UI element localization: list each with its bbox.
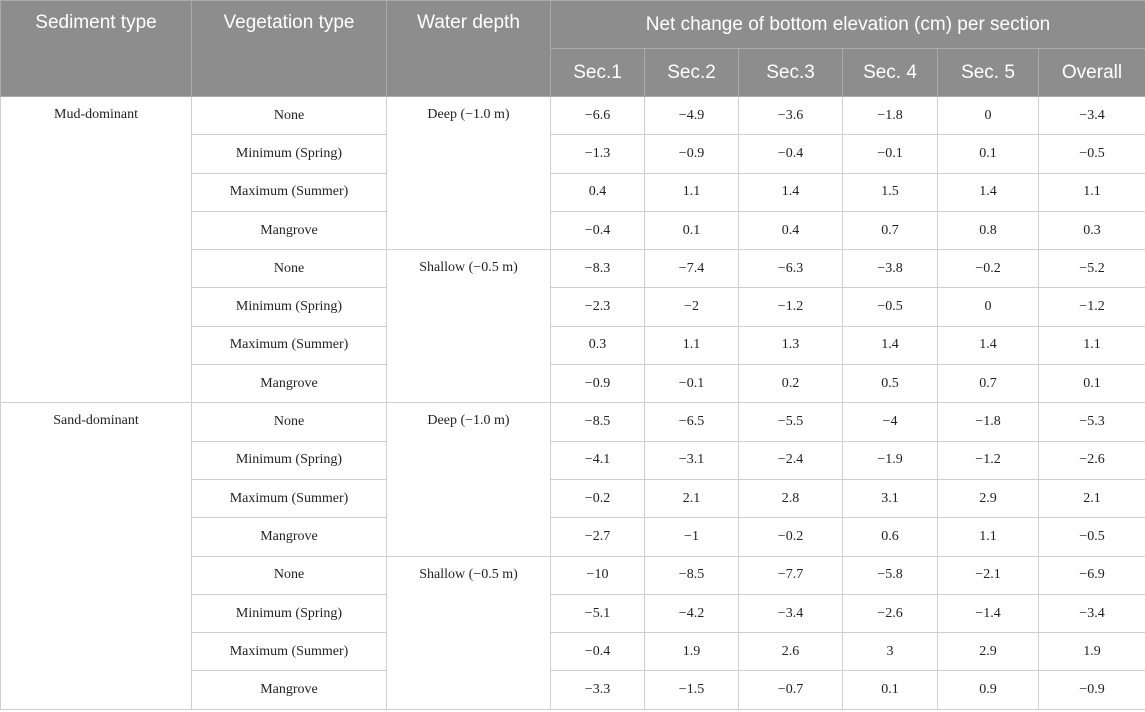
water-depth-cell: Deep (−1.0 m) [387,97,551,250]
vegetation-type-cell: None [192,250,387,288]
header-sec-3: Sec.3 [739,49,843,97]
sec-2-value-cell: −0.9 [645,135,739,173]
sec-5-value-cell: 0.7 [938,365,1039,403]
sec-3-value-cell: −5.5 [739,403,843,441]
overall-value-cell: −3.4 [1039,594,1145,632]
overall-value-cell: −0.5 [1039,518,1145,556]
vegetation-type-cell: None [192,556,387,594]
header-vegetation-type: Vegetation type [192,1,387,97]
sec-4-value-cell: −5.8 [843,556,938,594]
sec-5-value-cell: 1.4 [938,326,1039,364]
vegetation-type-cell: Mangrove [192,365,387,403]
sec-2-value-cell: 0.1 [645,211,739,249]
sec-3-value-cell: 1.4 [739,173,843,211]
vegetation-type-cell: Minimum (Spring) [192,135,387,173]
sec-5-value-cell: −1.2 [938,441,1039,479]
sec-5-value-cell: 1.1 [938,518,1039,556]
sec-4-value-cell: 1.4 [843,326,938,364]
vegetation-type-cell: Maximum (Summer) [192,633,387,671]
sec-3-value-cell: 0.4 [739,211,843,249]
water-depth-cell: Deep (−1.0 m) [387,403,551,556]
sec-3-value-cell: −7.7 [739,556,843,594]
sec-2-value-cell: −0.1 [645,365,739,403]
sec-5-value-cell: 0.9 [938,671,1039,709]
sec-1-value-cell: −10 [551,556,645,594]
sec-1-value-cell: −0.9 [551,365,645,403]
table-body [1,97,1145,710]
header-net-change: Net change of bottom elevation (cm) per section [551,1,1145,49]
sec-1-value-cell: −2.3 [551,288,645,326]
overall-value-cell: 2.1 [1039,479,1145,517]
vegetation-type-cell: Maximum (Summer) [192,479,387,517]
sec-5-value-cell: −0.2 [938,250,1039,288]
water-depth-cell: Shallow (−0.5 m) [387,556,551,709]
sec-2-value-cell: −3.1 [645,441,739,479]
sec-2-value-cell: −4.2 [645,594,739,632]
sec-3-value-cell: 2.6 [739,633,843,671]
sec-3-value-cell: −0.2 [739,518,843,556]
sec-3-value-cell: −1.2 [739,288,843,326]
sec-5-value-cell: 0.1 [938,135,1039,173]
sec-1-value-cell: −4.1 [551,441,645,479]
sec-4-value-cell: 1.5 [843,173,938,211]
sec-1-value-cell: −0.2 [551,479,645,517]
table-row [1,97,1145,135]
overall-value-cell: −1.2 [1039,288,1145,326]
sec-3-value-cell: 2.8 [739,479,843,517]
sec-2-value-cell: −1 [645,518,739,556]
sec-5-value-cell: −1.4 [938,594,1039,632]
sec-5-value-cell: 0.8 [938,211,1039,249]
sec-4-value-cell: −3.8 [843,250,938,288]
sec-5-value-cell: 2.9 [938,633,1039,671]
sediment-type-cell: Mud-dominant [1,97,192,403]
overall-value-cell: −3.4 [1039,97,1145,135]
sec-3-value-cell: −2.4 [739,441,843,479]
sec-3-value-cell: 0.2 [739,365,843,403]
sec-3-value-cell: −3.4 [739,594,843,632]
sec-2-value-cell: −2 [645,288,739,326]
sec-4-value-cell: 0.6 [843,518,938,556]
overall-value-cell: −5.3 [1039,403,1145,441]
header-sediment-type: Sediment type [1,1,192,97]
overall-value-cell: −2.6 [1039,441,1145,479]
overall-value-cell: −0.5 [1039,135,1145,173]
header-overall: Overall [1039,49,1145,97]
sec-4-value-cell: 0.7 [843,211,938,249]
vegetation-type-cell: Minimum (Spring) [192,594,387,632]
sec-4-value-cell: 0.1 [843,671,938,709]
sec-5-value-cell: −2.1 [938,556,1039,594]
overall-value-cell: −5.2 [1039,250,1145,288]
vegetation-type-cell: Minimum (Spring) [192,441,387,479]
sec-1-value-cell: 0.4 [551,173,645,211]
sec-4-value-cell: −2.6 [843,594,938,632]
sec-4-value-cell: −0.1 [843,135,938,173]
sec-4-value-cell: 3 [843,633,938,671]
header-sec-2: Sec.2 [645,49,739,97]
vegetation-type-cell: None [192,403,387,441]
vegetation-type-cell: Maximum (Summer) [192,173,387,211]
overall-value-cell: −0.9 [1039,671,1145,709]
sec-1-value-cell: −0.4 [551,211,645,249]
sec-4-value-cell: −1.8 [843,97,938,135]
overall-value-cell: 1.9 [1039,633,1145,671]
sec-4-value-cell: −0.5 [843,288,938,326]
sec-1-value-cell: −6.6 [551,97,645,135]
vegetation-type-cell: Mangrove [192,671,387,709]
sec-4-value-cell: 3.1 [843,479,938,517]
sec-5-value-cell: 0 [938,288,1039,326]
sec-5-value-cell: 1.4 [938,173,1039,211]
vegetation-type-cell: Minimum (Spring) [192,288,387,326]
sec-2-value-cell: −6.5 [645,403,739,441]
sec-2-value-cell: −8.5 [645,556,739,594]
sec-1-value-cell: −0.4 [551,633,645,671]
sec-2-value-cell: −1.5 [645,671,739,709]
header-sec-4: Sec. 4 [843,49,938,97]
sec-1-value-cell: −8.5 [551,403,645,441]
overall-value-cell: 0.3 [1039,211,1145,249]
sec-3-value-cell: 1.3 [739,326,843,364]
overall-value-cell: −6.9 [1039,556,1145,594]
vegetation-type-cell: Mangrove [192,211,387,249]
sec-3-value-cell: −3.6 [739,97,843,135]
sec-2-value-cell: −4.9 [645,97,739,135]
overall-value-cell: 1.1 [1039,173,1145,211]
table-header [1,1,1145,97]
sec-1-value-cell: −5.1 [551,594,645,632]
sec-1-value-cell: −2.7 [551,518,645,556]
sec-5-value-cell: 0 [938,97,1039,135]
header-sec-1: Sec.1 [551,49,645,97]
vegetation-type-cell: None [192,97,387,135]
overall-value-cell: 0.1 [1039,365,1145,403]
sec-2-value-cell: 1.9 [645,633,739,671]
sec-1-value-cell: 0.3 [551,326,645,364]
header-sec-5: Sec. 5 [938,49,1039,97]
sediment-type-cell: Sand-dominant [1,403,192,709]
sec-2-value-cell: −7.4 [645,250,739,288]
vegetation-type-cell: Mangrove [192,518,387,556]
water-depth-cell: Shallow (−0.5 m) [387,250,551,403]
sec-2-value-cell: 1.1 [645,326,739,364]
sec-4-value-cell: −4 [843,403,938,441]
sec-1-value-cell: −8.3 [551,250,645,288]
sec-5-value-cell: −1.8 [938,403,1039,441]
vegetation-type-cell: Maximum (Summer) [192,326,387,364]
sec-4-value-cell: 0.5 [843,365,938,403]
sec-1-value-cell: −3.3 [551,671,645,709]
sec-3-value-cell: −0.7 [739,671,843,709]
overall-value-cell: 1.1 [1039,326,1145,364]
sec-2-value-cell: 2.1 [645,479,739,517]
sec-5-value-cell: 2.9 [938,479,1039,517]
sec-3-value-cell: −0.4 [739,135,843,173]
sec-2-value-cell: 1.1 [645,173,739,211]
sec-3-value-cell: −6.3 [739,250,843,288]
sec-4-value-cell: −1.9 [843,441,938,479]
table-row [1,403,1145,441]
sec-1-value-cell: −1.3 [551,135,645,173]
header-water-depth: Water depth [387,1,551,97]
